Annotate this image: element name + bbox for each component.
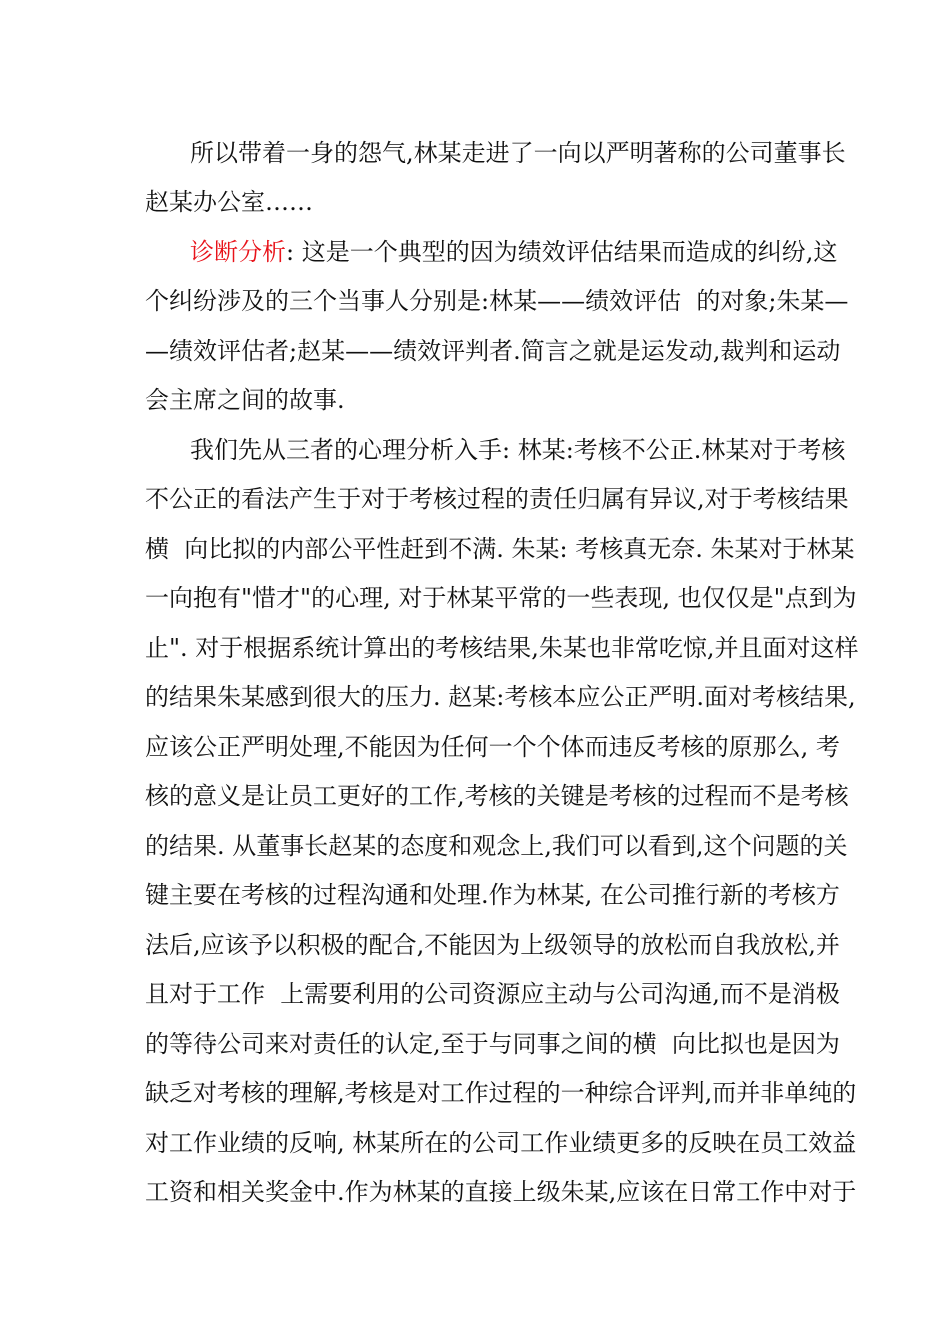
- diagnosis-heading: 诊断分析: [190, 238, 286, 266]
- paragraph-3-line-2: 不公正的看法产生于对于考核过程的责任归属有异议,对于考核结果: [145, 485, 849, 513]
- paragraph-2-line-2: 个纠纷涉及的三个当事人分别是:林某——绩效评估 的对象;朱某—: [145, 287, 849, 315]
- paragraph-3-line-8: 核的意义是让员工更好的工作,考核的关键是考核的过程而不是考核: [145, 782, 849, 810]
- paragraph-3-line-16: 工资和相关奖金中.作为林某的直接上级朱某,应该在日常工作中对于: [145, 1178, 857, 1206]
- paragraph-3-line-10: 键主要在考核的过程沟通和处理.作为林某, 在公司推行新的考核方: [145, 881, 840, 909]
- paragraph-3-line-3: 横 向比拟的内部公平性赶到不满. 朱某: 考核真无奈. 朱某对于林某: [145, 535, 855, 563]
- paragraph-1-line-2: 赵某办公室……: [145, 188, 313, 216]
- paragraph-3-line-11: 法后,应该予以积极的配合,不能因为上级领导的放松而自我放松,并: [145, 931, 840, 959]
- paragraph-3-line-6: 的结果朱某感到很大的压力. 赵某:考核本应公正严明.面对考核结果,: [145, 683, 856, 711]
- paragraph-2-line-4: 会主席之间的故事.: [145, 386, 345, 414]
- paragraph-3-line-7: 应该公正严明处理,不能因为任何一个个体而违反考核的原那么, 考: [145, 733, 840, 761]
- paragraph-3-line-14: 缺乏对考核的理解,考核是对工作过程的一种综合评判,而并非单纯的: [145, 1079, 857, 1107]
- paragraph-3-line-9: 的结果. 从董事长赵某的态度和观念上,我们可以看到,这个问题的关: [145, 832, 848, 860]
- paragraph-2-line-1: [0, 232, 950, 272]
- paragraph-3-line-15: 对工作业绩的反响, 林某所在的公司工作业绩更多的反映在员工效益: [145, 1129, 857, 1157]
- paragraph-3-line-12: 且对于工作 上需要利用的公司资源应主动与公司沟通,而不是消极: [145, 980, 840, 1008]
- paragraph-3-line-5: 止". 对于根据系统计算出的考核结果,朱某也非常吃惊,并且面对这样: [145, 634, 859, 662]
- paragraph-3-line-1: 我们先从三者的心理分析入手: 林某:考核不公正.林某对于考核: [190, 436, 846, 464]
- paragraph-2-line-1-text: : 这是一个典型的因为绩效评估结果而造成的纠纷,这: [286, 238, 838, 266]
- paragraph-1-line-1: 所以带着一身的怨气,林某走进了一向以严明著称的公司董事长: [190, 139, 846, 167]
- paragraph-3-line-4: 一向抱有"惜才"的心理, 对于林某平常的一些表现, 也仅仅是"点到为: [145, 584, 857, 612]
- paragraph-2-line-3: —绩效评估者;赵某——绩效评判者.简言之就是运发动,裁判和运动: [145, 337, 841, 365]
- paragraph-3-line-13: 的等待公司来对责任的认定,至于与同事之间的横 向比拟也是因为: [145, 1030, 840, 1058]
